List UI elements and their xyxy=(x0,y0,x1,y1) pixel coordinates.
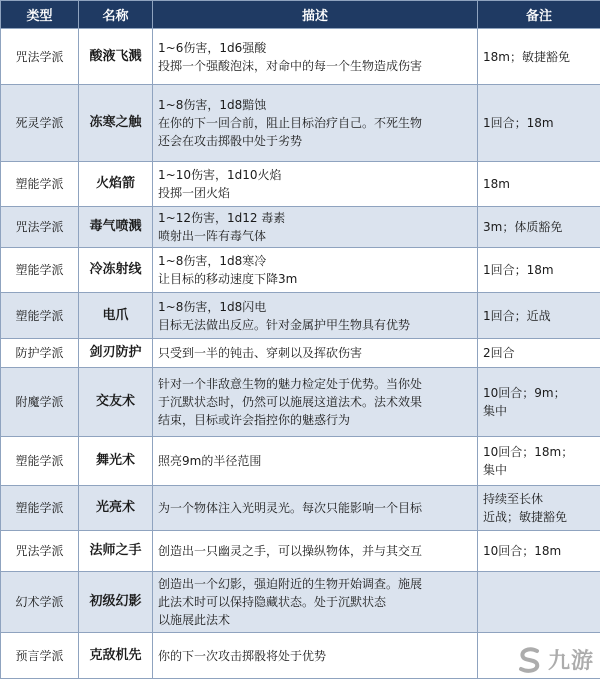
cell-note xyxy=(478,367,600,436)
description-line: 1~12伤害，1d12 毒素 xyxy=(158,211,286,226)
cell-description xyxy=(153,85,478,161)
description-line: 你的下一次攻击掷骰将处于优势 xyxy=(158,648,327,663)
cell-note xyxy=(478,571,600,633)
cell-spell-name: 初级幻影 xyxy=(79,571,153,633)
cell-spell-name: 冻寒之触 xyxy=(79,85,153,161)
cell-spell-name: 冷冻射线 xyxy=(79,247,153,293)
cell-description xyxy=(153,207,478,247)
cell-spell-name: 交友术 xyxy=(79,367,153,436)
note-line: 近战；敏捷豁免 xyxy=(483,509,568,524)
description-line: 此法术时可以保持隐藏状态。处于沉默状态 xyxy=(158,594,387,609)
cell-spell-name: 克敌机先 xyxy=(79,633,153,679)
description-line: 1~8伤害，1d8黯蚀 xyxy=(158,98,267,113)
note-line: 1回合；18m xyxy=(483,263,554,278)
cell-note xyxy=(478,339,600,368)
cell-description xyxy=(153,485,478,531)
cell-note xyxy=(478,161,600,207)
description-line: 创造出一个幻影，强迫附近的生物开始调查。施展 xyxy=(158,576,423,591)
cell-type: 预言学派 xyxy=(1,633,79,679)
description-line: 让目标的移动速度下降3m xyxy=(158,272,298,287)
description-line: 1~8伤害，1d8寒冷 xyxy=(158,254,267,269)
cell-description xyxy=(153,161,478,207)
description-line: 结束，目标或许会指控你的魅惑行为 xyxy=(158,412,351,427)
description-line: 还会在攻击掷骰中处于劣势 xyxy=(158,134,303,149)
note-line: 持续至长休 xyxy=(483,491,544,506)
cell-type: 塑能学派 xyxy=(1,293,79,339)
description-line: 于沉默状态时，仍然可以施展这道法术。法术效果 xyxy=(158,394,423,409)
note-line: 3m；体质豁免 xyxy=(483,220,563,235)
cell-description xyxy=(153,633,478,679)
cell-note xyxy=(478,531,600,571)
description-line: 在你的下一回合前，阻止目标治疗自己。不死生物 xyxy=(158,116,423,131)
cell-spell-name: 酸液飞溅 xyxy=(79,29,153,85)
cell-description xyxy=(153,571,478,633)
table-row xyxy=(1,436,600,485)
description-line: 1~10伤害，1d10火焰 xyxy=(158,168,282,183)
note-line: 10回合；18m xyxy=(483,543,562,558)
cell-spell-name: 舞光术 xyxy=(79,436,153,485)
table-row xyxy=(1,485,600,531)
note-line: 集中 xyxy=(483,462,508,477)
cell-type: 咒法学派 xyxy=(1,531,79,571)
table-row xyxy=(1,339,600,368)
cell-note xyxy=(478,436,600,485)
cell-type: 附魔学派 xyxy=(1,367,79,436)
note-line: 1回合；近战 xyxy=(483,308,551,323)
cell-type: 防护学派 xyxy=(1,339,79,368)
note-line: 18m xyxy=(483,177,510,192)
note-line: 1回合；18m xyxy=(483,116,554,131)
cell-note xyxy=(478,485,600,531)
cell-note xyxy=(478,207,600,247)
cell-type: 咒法学派 xyxy=(1,207,79,247)
description-line: 目标无法做出反应。针对金属护甲生物具有优势 xyxy=(158,317,411,332)
table-row xyxy=(1,85,600,161)
description-line: 针对一个非敌意生物的魅力检定处于优势。当你处 xyxy=(158,376,423,391)
header-description: 描述 xyxy=(153,1,478,29)
cell-note xyxy=(478,29,600,85)
description-line: 1~6伤害，1d6强酸 xyxy=(158,40,267,55)
description-line: 投掷一个强酸泡沫，对命中的每一个生物造成伤害 xyxy=(158,58,423,73)
table-row xyxy=(1,161,600,207)
header-name: 名称 xyxy=(79,1,153,29)
table-row xyxy=(1,571,600,633)
description-line: 为一个物体注入光明灵光。每次只能影响一个目标 xyxy=(158,500,423,515)
cell-type: 塑能学派 xyxy=(1,485,79,531)
cell-type: 塑能学派 xyxy=(1,161,79,207)
cell-type: 咒法学派 xyxy=(1,29,79,85)
cell-type: 塑能学派 xyxy=(1,247,79,293)
cell-spell-name: 毒气喷溅 xyxy=(79,207,153,247)
description-line: 以施展此法术 xyxy=(158,612,231,627)
header-type: 类型 xyxy=(1,1,79,29)
table-row xyxy=(1,367,600,436)
note-line: 10回合；18m； xyxy=(483,444,574,459)
cell-spell-name: 火焰箭 xyxy=(79,161,153,207)
cell-note xyxy=(478,633,600,679)
table-row xyxy=(1,293,600,339)
description-line: 创造出一只幽灵之手，可以操纵物体，并与其交互 xyxy=(158,543,423,558)
note-line: 2回合 xyxy=(483,345,515,360)
cell-description xyxy=(153,293,478,339)
cell-spell-name: 法师之手 xyxy=(79,531,153,571)
cell-type: 幻术学派 xyxy=(1,571,79,633)
table-row xyxy=(1,531,600,571)
watermark-text: 九游 xyxy=(547,649,594,674)
cell-description xyxy=(153,339,478,368)
description-line: 照亮9m的半径范围 xyxy=(158,453,262,468)
cell-type: 死灵学派 xyxy=(1,85,79,161)
cell-description xyxy=(153,531,478,571)
cell-spell-name: 剑刃防护 xyxy=(79,339,153,368)
cell-spell-name: 电爪 xyxy=(79,293,153,339)
cell-type: 塑能学派 xyxy=(1,436,79,485)
cell-description xyxy=(153,247,478,293)
cell-spell-name: 光亮术 xyxy=(79,485,153,531)
cell-description xyxy=(153,367,478,436)
cell-note xyxy=(478,85,600,161)
description-line: 喷射出一阵有毒气体 xyxy=(158,229,267,244)
note-line: 集中 xyxy=(483,403,508,418)
cell-note xyxy=(478,293,600,339)
table-row xyxy=(1,247,600,293)
table-row xyxy=(1,207,600,247)
table-header-row xyxy=(1,1,600,29)
cell-description xyxy=(153,29,478,85)
description-line: 1~8伤害，1d8闪电 xyxy=(158,299,267,314)
description-line: 投掷一团火焰 xyxy=(158,186,231,201)
header-notes: 备注 xyxy=(478,1,600,29)
cell-description xyxy=(153,436,478,485)
table-row xyxy=(1,633,600,679)
description-line: 只受到一半的钝击、穿刺以及挥砍伤害 xyxy=(158,345,363,360)
note-line: 18m；敏捷豁免 xyxy=(483,49,570,64)
note-line: 10回合；9m； xyxy=(483,385,566,400)
cell-note xyxy=(478,247,600,293)
table-row xyxy=(1,29,600,85)
